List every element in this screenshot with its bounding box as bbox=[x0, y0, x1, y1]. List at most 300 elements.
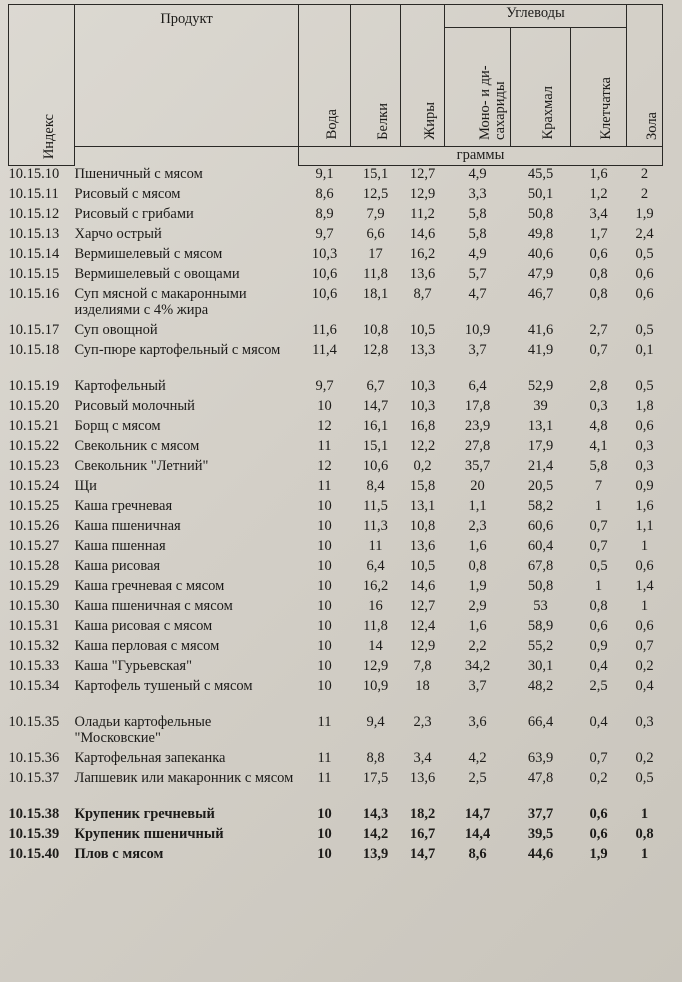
row-ash-value: 0,3 bbox=[635, 438, 654, 454]
row-fiber-value: 0,8 bbox=[589, 598, 608, 614]
row-water-value: 10,3 bbox=[311, 246, 338, 262]
table-row bbox=[9, 246, 663, 266]
row-protein-value: 11,5 bbox=[363, 498, 388, 514]
row-mono-value: 5,8 bbox=[468, 226, 487, 242]
row-water-value: 10 bbox=[317, 558, 332, 574]
row-starch-value: 44,6 bbox=[527, 846, 554, 862]
row-fiber-value: 4,1 bbox=[589, 438, 608, 454]
table-row bbox=[9, 806, 663, 826]
row-fat-value: 13,3 bbox=[409, 342, 436, 358]
row-fiber-value: 1 bbox=[594, 498, 603, 514]
row-fat-value: 12,9 bbox=[409, 638, 436, 654]
row-starch-value: 63,9 bbox=[527, 750, 554, 766]
row-product-name: Картофель тушеный с мясом bbox=[74, 678, 253, 694]
row-fat-value: 0,2 bbox=[413, 458, 432, 474]
table-row bbox=[9, 166, 663, 187]
row-ash-value: 2 bbox=[640, 166, 649, 182]
row-index: 10.15.34 bbox=[8, 678, 60, 694]
row-product-name: Картофельный bbox=[74, 378, 166, 394]
table-row bbox=[9, 286, 663, 322]
row-starch-value: 39,5 bbox=[527, 826, 554, 842]
row-fat-value: 13,6 bbox=[409, 266, 436, 282]
index-header bbox=[9, 5, 75, 166]
row-fat-value: 10,3 bbox=[409, 398, 436, 414]
row-fiber-value: 1,7 bbox=[589, 226, 608, 242]
row-ash-value: 0,1 bbox=[635, 342, 654, 358]
row-ash-value: 0,7 bbox=[635, 638, 654, 654]
mono-di-header-label: Моно- и ди-сахариды bbox=[476, 65, 508, 140]
row-ash-value: 1,8 bbox=[635, 398, 654, 414]
row-mono-value: 34,2 bbox=[464, 658, 491, 674]
row-water-value: 11 bbox=[317, 770, 332, 786]
row-fat-value: 13,6 bbox=[409, 770, 436, 786]
row-protein-value: 9,4 bbox=[366, 714, 385, 730]
starch-header-label: Крахмал bbox=[539, 86, 556, 140]
row-fiber-value: 0,9 bbox=[589, 638, 608, 654]
row-water-value: 8,9 bbox=[315, 206, 334, 222]
row-fiber-value: 1,2 bbox=[589, 186, 608, 202]
row-fiber-value: 2,7 bbox=[589, 322, 608, 338]
row-ash-value: 0,6 bbox=[635, 418, 654, 434]
fat-header-label: Жиры bbox=[421, 102, 438, 140]
row-product-name: Каша гречневая bbox=[74, 498, 173, 514]
table-row bbox=[9, 826, 663, 846]
row-protein-value: 8,4 bbox=[366, 478, 385, 494]
row-starch-value: 58,9 bbox=[527, 618, 554, 634]
row-fiber-value: 1,6 bbox=[589, 166, 608, 182]
row-protein-value: 18,1 bbox=[362, 286, 389, 302]
table-row bbox=[9, 618, 663, 638]
row-ash-value: 1 bbox=[640, 806, 649, 822]
carbs-group-header: Углеводы bbox=[445, 5, 627, 28]
row-mono-value: 20 bbox=[470, 478, 485, 494]
row-fiber-value: 0,6 bbox=[589, 806, 608, 822]
row-ash-value: 1,4 bbox=[635, 578, 654, 594]
row-protein-value: 11 bbox=[368, 538, 383, 554]
row-ash-value: 0,8 bbox=[635, 826, 654, 842]
row-fiber-value: 0,3 bbox=[589, 398, 608, 414]
row-ash-value: 1,1 bbox=[635, 518, 654, 534]
row-fiber-value: 0,7 bbox=[589, 518, 608, 534]
table-row bbox=[9, 186, 663, 206]
row-index: 10.15.29 bbox=[8, 578, 60, 594]
row-protein-value: 13,9 bbox=[362, 846, 389, 862]
row-fat-value: 10,3 bbox=[409, 378, 436, 394]
row-mono-value: 1,9 bbox=[468, 578, 487, 594]
row-ash-value: 0,6 bbox=[635, 266, 654, 282]
row-water-value: 10 bbox=[317, 846, 332, 862]
table-row bbox=[9, 750, 663, 770]
row-protein-value: 16 bbox=[368, 598, 383, 614]
row-ash-value: 0,6 bbox=[635, 618, 654, 634]
row-product-name: Каша рисовая с мясом bbox=[74, 618, 213, 634]
row-ash-value: 1,6 bbox=[635, 498, 654, 514]
row-starch-value: 60,4 bbox=[527, 538, 554, 554]
row-protein-value: 8,8 bbox=[366, 750, 385, 766]
table-row bbox=[9, 578, 663, 598]
table-row bbox=[9, 558, 663, 578]
row-product-name: Каша пшеничная bbox=[74, 518, 181, 534]
row-starch-value: 13,1 bbox=[527, 418, 554, 434]
row-index: 10.15.11 bbox=[8, 186, 59, 202]
row-fat-value: 12,4 bbox=[409, 618, 436, 634]
row-starch-value: 39 bbox=[533, 398, 548, 414]
row-ash-value: 1 bbox=[640, 846, 649, 862]
row-protein-value: 11,8 bbox=[363, 266, 388, 282]
row-water-value: 10 bbox=[317, 398, 332, 414]
row-water-value: 10 bbox=[317, 638, 332, 654]
row-mono-value: 23,9 bbox=[464, 418, 491, 434]
table-row bbox=[9, 498, 663, 518]
units-spacer bbox=[75, 146, 299, 165]
row-mono-value: 27,8 bbox=[464, 438, 491, 454]
row-index: 10.15.31 bbox=[8, 618, 60, 634]
row-fiber-value: 2,5 bbox=[589, 678, 608, 694]
row-index: 10.15.14 bbox=[8, 246, 60, 262]
row-index: 10.15.17 bbox=[8, 322, 60, 338]
row-ash-value: 0,5 bbox=[635, 378, 654, 394]
water-header bbox=[299, 5, 351, 147]
row-product-name: Каша гречневая с мясом bbox=[74, 578, 225, 594]
row-product-name: Рисовый молочный bbox=[74, 398, 195, 414]
row-fat-value: 8,7 bbox=[413, 286, 432, 302]
row-fiber-value: 0,8 bbox=[589, 286, 608, 302]
row-product-name: Рисовый с грибами bbox=[74, 206, 194, 222]
row-starch-value: 60,6 bbox=[527, 518, 554, 534]
row-index: 10.15.19 bbox=[8, 378, 60, 394]
row-mono-value: 3,3 bbox=[468, 186, 487, 202]
row-starch-value: 40,6 bbox=[527, 246, 554, 262]
table-row bbox=[9, 638, 663, 658]
row-fat-value: 14,7 bbox=[409, 846, 436, 862]
row-ash-value: 1 bbox=[640, 538, 649, 554]
row-fat-value: 13,1 bbox=[409, 498, 436, 514]
ash-header bbox=[627, 5, 663, 147]
row-index: 10.15.33 bbox=[8, 658, 60, 674]
row-index: 10.15.12 bbox=[8, 206, 60, 222]
row-mono-value: 3,6 bbox=[468, 714, 487, 730]
row-starch-value: 67,8 bbox=[527, 558, 554, 574]
row-water-value: 12 bbox=[317, 418, 332, 434]
row-index: 10.15.32 bbox=[8, 638, 60, 654]
row-index: 10.15.27 bbox=[8, 538, 60, 554]
row-index: 10.15.40 bbox=[8, 846, 60, 862]
table-row bbox=[9, 538, 663, 558]
row-protein-value: 14,2 bbox=[362, 826, 389, 842]
row-mono-value: 1,6 bbox=[468, 538, 487, 554]
row-protein-value: 14,7 bbox=[362, 398, 389, 414]
row-water-value: 10 bbox=[317, 518, 332, 534]
row-protein-value: 12,5 bbox=[362, 186, 389, 202]
row-fiber-value: 0,2 bbox=[589, 770, 608, 786]
ash-header-label: Зола bbox=[643, 111, 660, 140]
row-ash-value: 1 bbox=[640, 598, 649, 614]
row-product-name: Вермишелевый с овощами bbox=[74, 266, 240, 282]
row-fiber-value: 2,8 bbox=[589, 378, 608, 394]
row-fiber-value: 3,4 bbox=[589, 206, 608, 222]
row-water-value: 11,6 bbox=[312, 322, 337, 338]
table-row bbox=[9, 458, 663, 478]
row-protein-value: 7,9 bbox=[366, 206, 385, 222]
row-water-value: 9,7 bbox=[315, 378, 334, 394]
row-index: 10.15.18 bbox=[8, 342, 60, 358]
row-fat-value: 18 bbox=[415, 678, 430, 694]
row-mono-value: 3,7 bbox=[468, 342, 487, 358]
row-product-name: Крупеник гречневый bbox=[74, 806, 215, 822]
row-fiber-value: 0,4 bbox=[589, 714, 608, 730]
row-fat-value: 10,5 bbox=[409, 558, 436, 574]
table-row bbox=[9, 226, 663, 246]
row-product-name: Крупеник пшеничный bbox=[74, 826, 224, 842]
row-fat-value: 2,3 bbox=[413, 714, 432, 730]
row-starch-value: 47,9 bbox=[527, 266, 554, 282]
row-starch-value: 53 bbox=[533, 598, 548, 614]
row-protein-value: 12,9 bbox=[362, 658, 389, 674]
row-protein-value: 16,1 bbox=[362, 418, 389, 434]
row-mono-value: 4,9 bbox=[468, 246, 487, 262]
row-fiber-value: 0,7 bbox=[589, 538, 608, 554]
row-ash-value: 0,4 bbox=[635, 678, 654, 694]
row-water-value: 10 bbox=[317, 826, 332, 842]
row-mono-value: 14,4 bbox=[464, 826, 491, 842]
row-starch-value: 20,5 bbox=[527, 478, 554, 494]
row-index: 10.15.38 bbox=[8, 806, 60, 822]
row-product-name: Каша перловая с мясом bbox=[74, 638, 220, 654]
row-fat-value: 18,2 bbox=[409, 806, 436, 822]
table-row bbox=[9, 398, 663, 418]
row-fiber-value: 0,6 bbox=[589, 826, 608, 842]
row-fiber-value: 0,4 bbox=[589, 658, 608, 674]
row-fat-value: 13,6 bbox=[409, 538, 436, 554]
row-fiber-value: 0,5 bbox=[589, 558, 608, 574]
row-fat-value: 16,8 bbox=[409, 418, 436, 434]
row-protein-value: 14 bbox=[368, 638, 383, 654]
row-mono-value: 4,7 bbox=[468, 286, 487, 302]
row-fat-value: 10,8 bbox=[409, 518, 436, 534]
row-index: 10.15.26 bbox=[8, 518, 60, 534]
row-mono-value: 2,3 bbox=[468, 518, 487, 534]
row-index: 10.15.16 bbox=[8, 286, 60, 302]
row-product-name: Рисовый с мясом bbox=[74, 186, 181, 202]
row-index: 10.15.37 bbox=[8, 770, 60, 786]
table-row bbox=[9, 266, 663, 286]
row-protein-value: 12,8 bbox=[362, 342, 389, 358]
row-fat-value: 12,7 bbox=[409, 598, 436, 614]
row-ash-value: 0,5 bbox=[635, 770, 654, 786]
table-row bbox=[9, 518, 663, 538]
row-starch-value: 50,8 bbox=[527, 578, 554, 594]
row-product-name: Оладьи картофельные "Московские" bbox=[74, 714, 212, 746]
row-product-name: Каша пшеничная с мясом bbox=[74, 598, 233, 614]
row-fat-value: 12,2 bbox=[409, 438, 436, 454]
row-mono-value: 10,9 bbox=[464, 322, 491, 338]
row-mono-value: 8,6 bbox=[468, 846, 487, 862]
row-product-name: Картофельная запеканка bbox=[74, 750, 226, 766]
row-water-value: 10,6 bbox=[311, 266, 338, 282]
row-mono-value: 2,2 bbox=[468, 638, 487, 654]
row-protein-value: 11,8 bbox=[363, 618, 388, 634]
row-product-name: Свекольник с мясом bbox=[74, 438, 200, 454]
row-starch-value: 49,8 bbox=[527, 226, 554, 242]
row-water-value: 10 bbox=[317, 498, 332, 514]
row-water-value: 9,7 bbox=[315, 226, 334, 242]
row-index: 10.15.36 bbox=[8, 750, 60, 766]
row-fiber-value: 0,8 bbox=[589, 266, 608, 282]
table-row bbox=[9, 378, 663, 398]
row-starch-value: 46,7 bbox=[527, 286, 554, 302]
row-mono-value: 6,4 bbox=[468, 378, 487, 394]
row-starch-value: 45,5 bbox=[527, 166, 554, 182]
row-protein-value: 16,2 bbox=[362, 578, 389, 594]
row-water-value: 10,6 bbox=[311, 286, 338, 302]
table-row bbox=[9, 658, 663, 678]
fiber-header bbox=[571, 28, 627, 146]
row-fat-value: 14,6 bbox=[409, 226, 436, 242]
row-fat-value: 16,7 bbox=[409, 826, 436, 842]
row-starch-value: 37,7 bbox=[527, 806, 554, 822]
fat-header bbox=[401, 5, 445, 147]
row-index: 10.15.30 bbox=[8, 598, 60, 614]
row-mono-value: 35,7 bbox=[464, 458, 491, 474]
row-starch-value: 48,2 bbox=[527, 678, 554, 694]
row-product-name: Суп-пюре картофельный с мясом bbox=[74, 342, 281, 358]
row-product-name: Свекольник "Летний" bbox=[74, 458, 209, 474]
row-water-value: 10 bbox=[317, 806, 332, 822]
row-water-value: 10 bbox=[317, 598, 332, 614]
row-ash-value: 0,2 bbox=[635, 658, 654, 674]
row-fiber-value: 0,6 bbox=[589, 618, 608, 634]
row-water-value: 12 bbox=[317, 458, 332, 474]
row-water-value: 11,4 bbox=[312, 342, 337, 358]
row-fiber-value: 0,7 bbox=[589, 750, 608, 766]
row-starch-value: 50,8 bbox=[527, 206, 554, 222]
row-protein-value: 6,4 bbox=[366, 558, 385, 574]
row-water-value: 10 bbox=[317, 618, 332, 634]
protein-header bbox=[351, 5, 401, 147]
row-index: 10.15.21 bbox=[8, 418, 60, 434]
row-fat-value: 16,2 bbox=[409, 246, 436, 262]
row-starch-value: 58,2 bbox=[527, 498, 554, 514]
row-fiber-value: 7 bbox=[594, 478, 603, 494]
row-ash-value: 1,9 bbox=[635, 206, 654, 222]
row-ash-value: 0,9 bbox=[635, 478, 654, 494]
row-fiber-value: 4,8 bbox=[589, 418, 608, 434]
row-index: 10.15.35 bbox=[8, 714, 60, 730]
row-protein-value: 17,5 bbox=[362, 770, 389, 786]
row-fat-value: 3,4 bbox=[413, 750, 432, 766]
row-index: 10.15.28 bbox=[8, 558, 60, 574]
row-ash-value: 0,3 bbox=[635, 714, 654, 730]
row-starch-value: 66,4 bbox=[527, 714, 554, 730]
protein-header-label: Белки bbox=[374, 102, 391, 140]
row-fat-value: 12,9 bbox=[409, 186, 436, 202]
row-protein-value: 15,1 bbox=[362, 166, 389, 182]
row-fat-value: 14,6 bbox=[409, 578, 436, 594]
row-water-value: 8,6 bbox=[315, 186, 334, 202]
row-mono-value: 2,9 bbox=[468, 598, 487, 614]
table-row bbox=[9, 322, 663, 342]
row-starch-value: 17,9 bbox=[527, 438, 554, 454]
row-water-value: 9,1 bbox=[315, 166, 334, 182]
starch-header bbox=[511, 28, 571, 146]
row-mono-value: 14,7 bbox=[464, 806, 491, 822]
water-header-label: Вода bbox=[323, 109, 340, 140]
row-mono-value: 17,8 bbox=[464, 398, 491, 414]
row-fiber-value: 1,9 bbox=[589, 846, 608, 862]
row-index: 10.15.25 bbox=[8, 498, 60, 514]
row-fiber-value: 1 bbox=[594, 578, 603, 594]
row-index: 10.15.23 bbox=[8, 458, 60, 474]
table-row bbox=[9, 206, 663, 226]
row-starch-value: 21,4 bbox=[527, 458, 554, 474]
row-index: 10.15.20 bbox=[8, 398, 60, 414]
row-water-value: 10 bbox=[317, 658, 332, 674]
row-mono-value: 5,8 bbox=[468, 206, 487, 222]
table-row bbox=[9, 342, 663, 378]
row-mono-value: 4,9 bbox=[468, 166, 487, 182]
table-body bbox=[9, 166, 663, 867]
row-starch-value: 41,9 bbox=[527, 342, 554, 358]
row-water-value: 11 bbox=[317, 438, 332, 454]
table-row bbox=[9, 478, 663, 498]
row-mono-value: 3,7 bbox=[468, 678, 487, 694]
row-water-value: 10 bbox=[317, 678, 332, 694]
row-fat-value: 11,2 bbox=[410, 206, 435, 222]
row-mono-value: 5,7 bbox=[468, 266, 487, 282]
row-product-name: Каша пшенная bbox=[74, 538, 166, 554]
row-product-name: Лапшевик или макаронник с мясом bbox=[74, 770, 294, 786]
row-ash-value: 0,5 bbox=[635, 246, 654, 262]
row-product-name: Каша рисовая bbox=[74, 558, 161, 574]
row-ash-value: 0,3 bbox=[635, 458, 654, 474]
row-product-name: Борщ с мясом bbox=[74, 418, 161, 434]
row-ash-value: 0,5 bbox=[635, 322, 654, 338]
row-starch-value: 55,2 bbox=[527, 638, 554, 654]
row-protein-value: 14,3 bbox=[362, 806, 389, 822]
row-water-value: 11 bbox=[317, 750, 332, 766]
nutrition-table bbox=[8, 4, 663, 866]
fiber-header-label: Клетчатка bbox=[597, 77, 614, 140]
row-water-value: 11 bbox=[317, 478, 332, 494]
row-index: 10.15.15 bbox=[8, 266, 60, 282]
row-water-value: 11 bbox=[317, 714, 332, 730]
row-protein-value: 6,7 bbox=[366, 378, 385, 394]
row-protein-value: 17 bbox=[368, 246, 383, 262]
row-water-value: 10 bbox=[317, 538, 332, 554]
table-row bbox=[9, 418, 663, 438]
row-ash-value: 2,4 bbox=[635, 226, 654, 242]
row-ash-value: 0,6 bbox=[635, 286, 654, 302]
row-product-name: Щи bbox=[74, 478, 97, 494]
row-fat-value: 12,7 bbox=[409, 166, 436, 182]
row-fat-value: 7,8 bbox=[413, 658, 432, 674]
row-protein-value: 10,6 bbox=[362, 458, 389, 474]
row-product-name: Каша "Гурьевская" bbox=[74, 658, 192, 674]
row-protein-value: 10,8 bbox=[362, 322, 389, 338]
row-product-name: Суп мясной с макаронными изделиями с 4% жира bbox=[74, 286, 247, 318]
row-protein-value: 15,1 bbox=[362, 438, 389, 454]
product-header: Продукт bbox=[75, 5, 299, 147]
table-row bbox=[9, 770, 663, 806]
units-header: граммы bbox=[299, 146, 663, 165]
row-product-name: Плов с мясом bbox=[74, 846, 164, 862]
row-index: 10.15.24 bbox=[8, 478, 60, 494]
row-index: 10.15.13 bbox=[8, 226, 60, 242]
row-starch-value: 30,1 bbox=[527, 658, 554, 674]
row-mono-value: 2,5 bbox=[468, 770, 487, 786]
row-mono-value: 0,8 bbox=[468, 558, 487, 574]
row-starch-value: 47,8 bbox=[527, 770, 554, 786]
